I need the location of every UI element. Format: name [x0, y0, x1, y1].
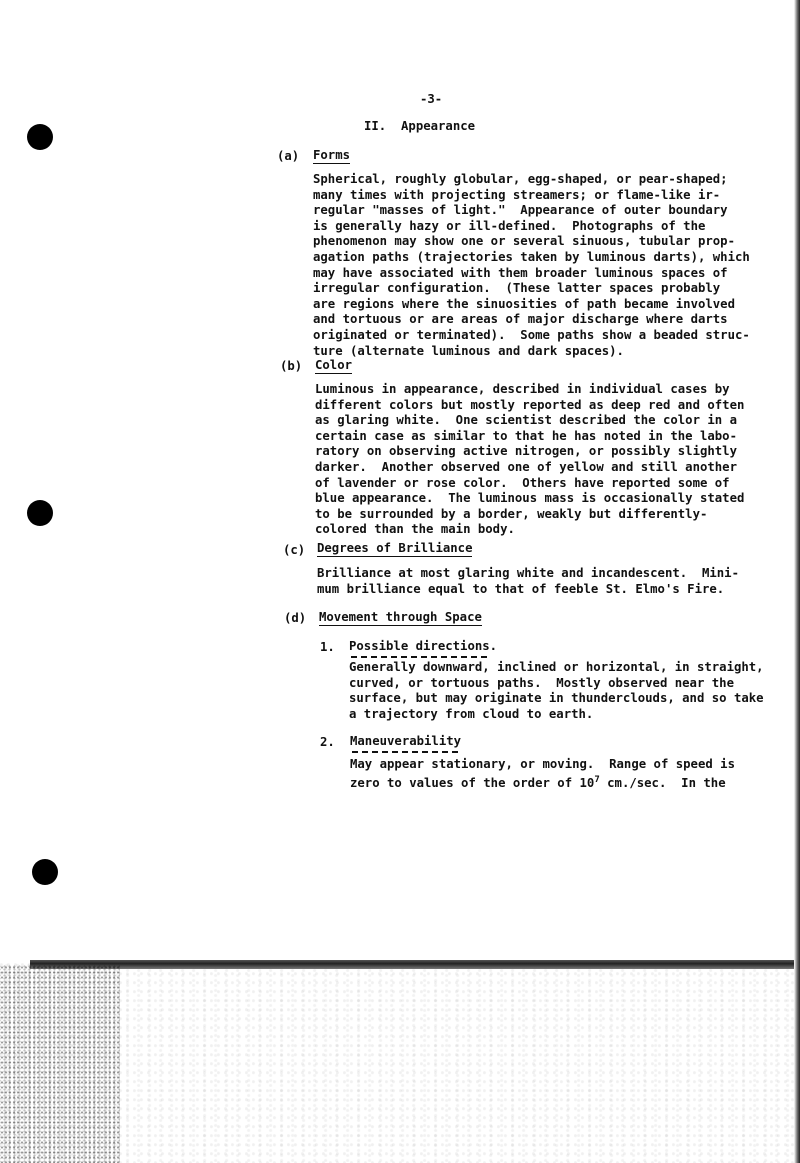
body-line: ture (alternate luminous and dark spaces). — [313, 343, 624, 358]
item-1-number: 1. — [320, 640, 335, 654]
body-line: Spherical, roughly globular, egg-shaped, or pear-shaped; — [313, 172, 728, 186]
section-c-heading: Degrees of Brilliance — [317, 541, 473, 555]
body-line: phenomenon may show one or several sinuous, tubular prop- — [313, 234, 735, 249]
page-edge-shadow — [794, 0, 800, 1163]
body-line: originated or terminated). Some paths show a beaded struc- — [313, 327, 750, 342]
scan-noise — [0, 962, 800, 1163]
section-b-body — [315, 382, 744, 538]
item-2-body — [350, 757, 735, 791]
body-line: agation paths (trajectories taken by luminous darts), which — [313, 249, 750, 264]
body-line: is generally hazy or ill-defined. Photographs of the — [313, 218, 706, 233]
page-number: -3- — [420, 92, 443, 106]
body-line: a trajectory from cloud to earth. — [349, 706, 594, 721]
item-2-number: 2. — [320, 735, 335, 749]
item-1-body — [349, 660, 764, 722]
body-line: colored than the main body. — [315, 522, 515, 537]
body-line: surface, but may originate in thunderclouds, and so take — [349, 691, 764, 706]
body-line: mum brilliance equal to that of feeble St. Elmo's Fire. — [317, 581, 725, 596]
section-a-marker: (a) — [277, 149, 300, 163]
body-text: cm./sec. In the — [599, 775, 726, 790]
punch-hole-bottom — [32, 859, 58, 885]
section-b-heading: Color — [315, 358, 353, 372]
scan-speckle — [0, 965, 120, 1163]
body-text: zero to values of the order of 10 — [350, 775, 595, 790]
body-line: are regions where the sinuosities of path became involved — [313, 296, 735, 311]
body-line: blue appearance. The luminous mass is occasionally stated — [315, 491, 745, 506]
item-1-heading-dashes — [351, 656, 487, 658]
section-a-heading: Forms — [313, 148, 351, 162]
body-line: as glaring white. One scientist described the color in a — [315, 413, 737, 428]
punch-hole-top — [27, 124, 53, 150]
section-c-body — [317, 566, 739, 597]
section-d-marker: (d) — [284, 611, 307, 625]
punch-hole-middle — [27, 500, 53, 526]
body-line: and tortuous or are areas of major discharge where darts — [313, 312, 728, 327]
body-line: ratory on observing active nitrogen, or possibly slightly — [315, 444, 737, 459]
superscript: 7 — [594, 774, 600, 785]
body-line: of lavender or rose color. Others have reported some of — [315, 475, 730, 490]
body-line: to be surrounded by a border, weakly but differently- — [315, 506, 708, 521]
item-1-heading: Possible directions. — [349, 639, 498, 653]
section-b-marker: (b) — [280, 359, 303, 373]
body-line: darker. Another observed one of yellow and still another — [315, 459, 737, 474]
page-fold-shadow — [30, 960, 800, 969]
body-line: May appear stationary, or moving. Range of speed is — [350, 757, 735, 771]
body-line: Generally downward, inclined or horizontal, in straight, — [349, 660, 764, 674]
section-title: II. Appearance — [364, 119, 476, 133]
body-line: many times with projecting streamers; or flame-like ir- — [313, 187, 721, 202]
body-line — [350, 773, 735, 792]
body-line: Luminous in appearance, described in individual cases by — [315, 382, 730, 396]
body-line: certain case as similar to that he has noted in the labo- — [315, 428, 737, 443]
body-line: Brilliance at most glaring white and incandescent. Mini- — [317, 566, 739, 580]
item-2-heading: Maneuverability — [350, 734, 462, 748]
body-line: irregular configuration. (These latter spaces probably — [313, 281, 721, 296]
body-line: may have associated with them broader luminous spaces of — [313, 265, 728, 280]
section-d-heading: Movement through Space — [319, 610, 482, 624]
section-a-body — [313, 172, 750, 359]
body-line: regular "masses of light." Appearance of outer boundary — [313, 203, 728, 218]
body-line: curved, or tortuous paths. Mostly observed near the — [349, 675, 734, 690]
section-c-marker: (c) — [283, 543, 306, 557]
body-line: different colors but mostly reported as deep red and often — [315, 397, 745, 412]
item-2-heading-dashes — [352, 751, 458, 753]
